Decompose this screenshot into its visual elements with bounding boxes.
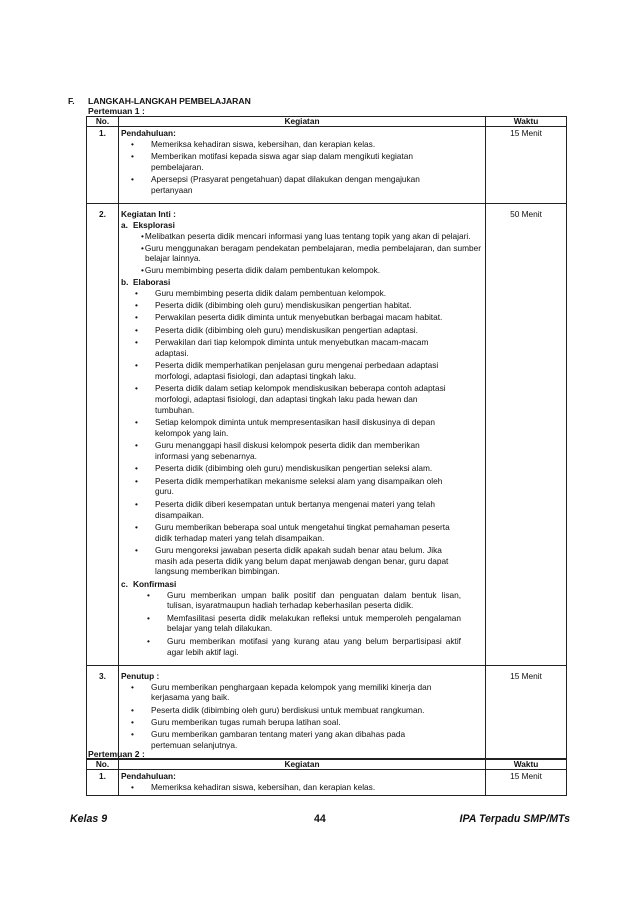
list-item-text: Melibatkan peserta didik mencari informasi yang luas tentang topik yang akan di pelajari. — [144, 230, 471, 241]
list-item: • Guru memberikan penghargaan kepada kelompok yang memiliki kinerja dan kerjasama yang baik. — [151, 682, 441, 704]
page-number: 44 — [314, 813, 326, 825]
list-item: • Guru memberikan gambaran tentang materi yang akan dibahas pada pertemuan selanjutnya. — [151, 729, 441, 751]
row-time: 15 Menit — [486, 127, 567, 204]
list-item: • Peserta didik (dibimbing oleh guru) mendiskusikan pengertian seleksi alam. — [155, 463, 451, 474]
list-item: • Peserta didik (dibimbing oleh guru) berdiskusi untuk membuat rangkuman. — [151, 705, 441, 716]
list-item: • Memeriksa kehadiran siswa, kebersihan, dan kerapian kelas. — [151, 782, 481, 793]
eksplorasi-list — [121, 231, 481, 276]
list-item-text: Guru menggunakan beragam pendekatan pembelajaran, media pembelajaran, dan sumber belajar lainnya. — [144, 242, 481, 264]
row-time: 15 Menit — [486, 770, 567, 796]
header-no: No. — [87, 117, 119, 127]
list-item: • Peserta didik memperhatikan penjelasan guru mengenai perbedaan adaptasi morfologi, adaptasi fisiologi, dan adaptasi tingkah laku. — [155, 360, 451, 382]
row-number: 2. — [87, 204, 119, 666]
penutup-list — [121, 682, 481, 751]
list-item: • Guru membimbing peserta didik dalam pembentuan kelompok. — [155, 288, 451, 299]
row-number: 1. — [87, 127, 119, 204]
row-activity — [119, 665, 486, 759]
phase-title: Pendahuluan: — [121, 128, 176, 138]
meeting2-table — [86, 759, 567, 796]
row-time: 50 Menit — [486, 204, 567, 666]
sub-title: Konfirmasi — [133, 578, 177, 589]
phase-title: Kegiatan Inti : — [121, 209, 176, 220]
table-row — [87, 665, 567, 759]
list-item: • Guru memberikan umpan balik positif dan penguatan dalam bentuk lisan, tulisan, isyaratmaupun hadiah terhadap keberhasilan peserta didik. — [167, 590, 461, 612]
section-letter: F. — [68, 96, 75, 106]
sub-letter: c. — [121, 578, 128, 589]
elaborasi-list — [121, 288, 481, 577]
table-row — [87, 127, 567, 204]
list-item-text: Guru membimbing peserta didik dalam pembentukan kelompok. — [144, 265, 381, 276]
sub-letter: b. — [121, 277, 129, 288]
activity-list — [121, 782, 481, 793]
meeting2-label: Pertemuan 2 : — [88, 749, 145, 759]
table-header-row — [87, 117, 567, 127]
konfirmasi-list — [121, 590, 481, 658]
header-activity: Kegiatan — [119, 760, 486, 770]
list-item: • Peserta didik dalam setiap kelompok mendiskusikan beberapa contoh adaptasi morfologi, adaptasi fisiologi, dan adaptasi tingkah laku pada hewan dan tumbuhan. — [155, 383, 451, 415]
header-no: No. — [87, 760, 119, 770]
list-item: • Peserta didik memperhatikan mekanisme seleksi alam yang disampaikan oleh guru. — [155, 476, 451, 498]
row-activity — [119, 127, 486, 204]
list-item: • Setiap kelompok diminta untuk mempresentasikan hasil diskusinya di depan kelompok yang lain. — [155, 417, 451, 439]
list-item: • Guru memberikan tugas rumah berupa latihan soal. — [151, 717, 441, 728]
sub-title: Eksplorasi — [133, 220, 175, 231]
phase-title: Pendahuluan: — [121, 771, 176, 781]
row-time: 15 Menit — [486, 665, 567, 759]
activity-list — [121, 139, 481, 196]
list-item: • Perwakilan dari tiap kelompok diminta untuk menyebutkan macam-macam adaptasi. — [155, 337, 451, 359]
list-item: • Memfasilitasi peserta didik melakukan refleksi untuk memperoleh pengalaman belajar yang telah dilakukan. — [167, 613, 461, 635]
list-item: • Memberikan motifasi kepada siswa agar siap dalam mengikuti kegiatan pembelajaran. — [151, 151, 481, 173]
subsection-elaborasi — [121, 277, 481, 288]
header-activity: Kegiatan — [119, 117, 486, 127]
row-number: 3. — [87, 665, 119, 759]
list-item: • Guru menanggapi hasil diskusi kelompok peserta didik dan memberikan informasi yang sebenarnya. — [155, 440, 451, 462]
list-item — [145, 265, 481, 276]
list-item: • Guru memberikan beberapa soal untuk mengetahui tingkat pemahaman peserta didik terhadap materi yang telah disampaikan. — [155, 522, 451, 544]
meeting1-table — [86, 116, 567, 759]
footer-class: Kelas 9 — [70, 813, 108, 825]
list-item: • Apersepsi (Prasyarat pengetahuan) dapat dilakukan dengan mengajukan pertanyaan — [151, 174, 481, 196]
list-item — [145, 231, 481, 242]
header-time: Waktu — [486, 760, 567, 770]
section-title: LANGKAH-LANGKAH PEMBELAJARAN — [88, 96, 251, 106]
list-item: • Perwakilan peserta didik diminta untuk menyebutkan berbagai macam habitat. — [155, 312, 451, 323]
table-row — [87, 770, 567, 796]
row-activity — [119, 770, 486, 796]
table-row — [87, 204, 567, 666]
list-item: • Memeriksa kehadiran siswa, kebersihan, dan kerapian kelas. — [151, 139, 481, 150]
header-time: Waktu — [486, 117, 567, 127]
list-item: • Peserta didik diberi kesempatan untuk bertanya mengenai materi yang telah disampaikan. — [155, 499, 451, 521]
row-activity — [119, 204, 486, 666]
table-header-row — [87, 760, 567, 770]
phase-title: Penutup : — [121, 670, 160, 681]
list-item: • Peserta didik (dibimbing oleh guru) mendiskusikan pengertian adaptasi. — [155, 325, 451, 336]
subsection-konfirmasi — [121, 579, 481, 590]
list-item — [145, 243, 481, 265]
subsection-eksplorasi — [121, 220, 481, 231]
meeting1-label: Pertemuan 1 : — [88, 106, 145, 116]
row-number: 1. — [87, 770, 119, 796]
list-item: • Guru memberikan motifasi yang kurang atau yang belum berpartisipasi aktif agar lebih aktif lagi. — [167, 636, 461, 658]
sub-title: Elaborasi — [133, 277, 171, 288]
sub-letter: a. — [121, 220, 128, 231]
list-item: • Guru mengoreksi jawaban peserta didik apakah sudah benar atau belum. Jika masih ada peserta didik yang belum dapat menjawab dengan benar, guru dapat langsung memberikan bimbingan. — [155, 545, 451, 577]
footer-subject: IPA Terpadu SMP/MTs — [459, 813, 570, 825]
list-item: • Peserta didik (dibimbing oleh guru) mendiskusikan pengertian habitat. — [155, 300, 451, 311]
